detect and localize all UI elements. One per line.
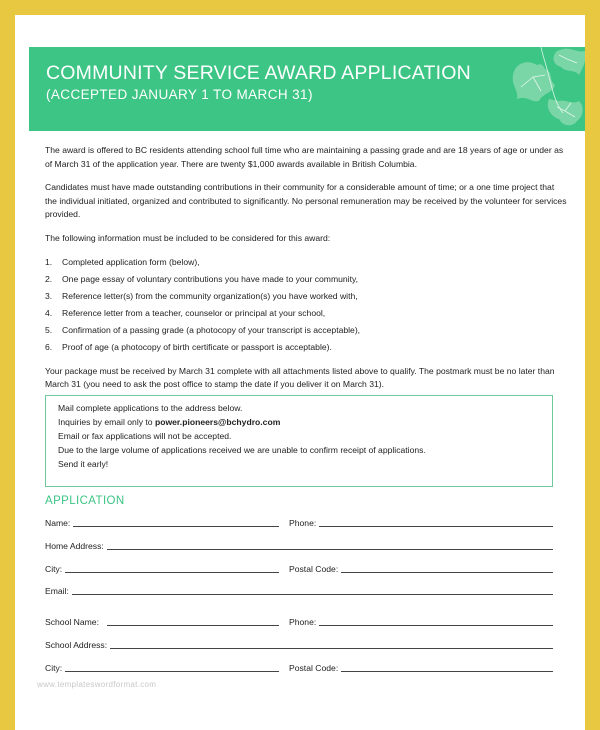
intro-section bbox=[45, 144, 567, 402]
form-row-school-city bbox=[45, 660, 553, 674]
document-page bbox=[15, 15, 585, 730]
notice-box bbox=[45, 395, 553, 487]
page-subtitle: (ACCEPTED JANUARY 1 TO MARCH 31) bbox=[46, 87, 313, 102]
notice-line: Due to the large volume of applications received we are unable to confirm receipt of applications. bbox=[58, 445, 426, 455]
form-row-school-address bbox=[45, 637, 553, 651]
form-row-school-name bbox=[45, 614, 553, 628]
list-item: 1. Completed application form (below), bbox=[45, 256, 200, 267]
school-phone-field[interactable]: Phone: bbox=[289, 614, 553, 628]
form-row-email bbox=[45, 583, 553, 597]
home-address-field[interactable]: Home Address: bbox=[45, 538, 553, 552]
form-row-name bbox=[45, 515, 553, 529]
school-city-field[interactable]: City: bbox=[45, 660, 279, 674]
deadline-paragraph: Your package must be received by March 31 complete with all attachments listed above to qualify. The postmark must be no later than March 31 (you need to ask the post office to stamp the date if you deliver it on March 31). bbox=[45, 365, 555, 390]
application-heading: APPLICATION bbox=[45, 495, 125, 507]
intro-paragraph-criteria: Candidates must have made outstanding contributions in their community for a considerable amount of time; or a one time project that the individual initiated, organized and contributed to significantly. No personal remuneration may be received by the volunteer for services provided. bbox=[45, 182, 567, 220]
requirements-list bbox=[45, 256, 567, 355]
school-postal-code-field[interactable]: Postal Code: bbox=[289, 660, 553, 674]
list-item: 5. Confirmation of a passing grade (a photocopy of your transcript is acceptable), bbox=[45, 324, 361, 335]
list-item: 4. Reference letter from a teacher, counselor or principal at your school, bbox=[45, 307, 326, 318]
intro-paragraph-eligibility: The award is offered to BC residents attending school full time who are maintaining a passing grade and are 18 years of age or under as of March 31 of the application year. There are twenty $1,000 awards available in British Columbia. bbox=[45, 145, 564, 169]
school-name-field[interactable]: School Name: bbox=[45, 614, 279, 628]
form-row-city bbox=[45, 561, 553, 575]
name-field[interactable]: Name: bbox=[45, 515, 279, 529]
notice-line: Email or fax applications will not be accepted. bbox=[58, 431, 232, 441]
notice-line: Mail complete applications to the address below. bbox=[58, 403, 243, 413]
intro-paragraph-requirements: The following information must be included to be considered for this award: bbox=[45, 232, 331, 243]
list-item: 2. One page essay of voluntary contributions you have made to your community, bbox=[45, 273, 359, 284]
school-address-field[interactable]: School Address: bbox=[45, 637, 553, 651]
notice-line: Send it early! bbox=[58, 459, 109, 469]
email-field[interactable]: Email: bbox=[45, 583, 553, 597]
page-title: COMMUNITY SERVICE AWARD APPLICATION bbox=[46, 62, 471, 84]
form-row-home-address bbox=[45, 538, 553, 552]
notice-line: Inquiries by email only to power.pioneers@bchydro.com bbox=[58, 417, 281, 427]
list-item: 6. Proof of age (a photocopy of birth certificate or passport is acceptable). bbox=[45, 342, 332, 353]
grape-leaf-icon bbox=[497, 47, 585, 131]
watermark: www.templateswordformat.com bbox=[37, 680, 157, 689]
city-field[interactable]: City: bbox=[45, 561, 279, 575]
header-banner bbox=[29, 47, 585, 131]
list-item: 3. Reference letter(s) from the community organization(s) you have worked with, bbox=[45, 290, 358, 301]
phone-field[interactable]: Phone: bbox=[289, 515, 553, 529]
postal-code-field[interactable]: Postal Code: bbox=[289, 561, 553, 575]
contact-email[interactable]: power.pioneers@bchydro.com bbox=[154, 417, 281, 427]
